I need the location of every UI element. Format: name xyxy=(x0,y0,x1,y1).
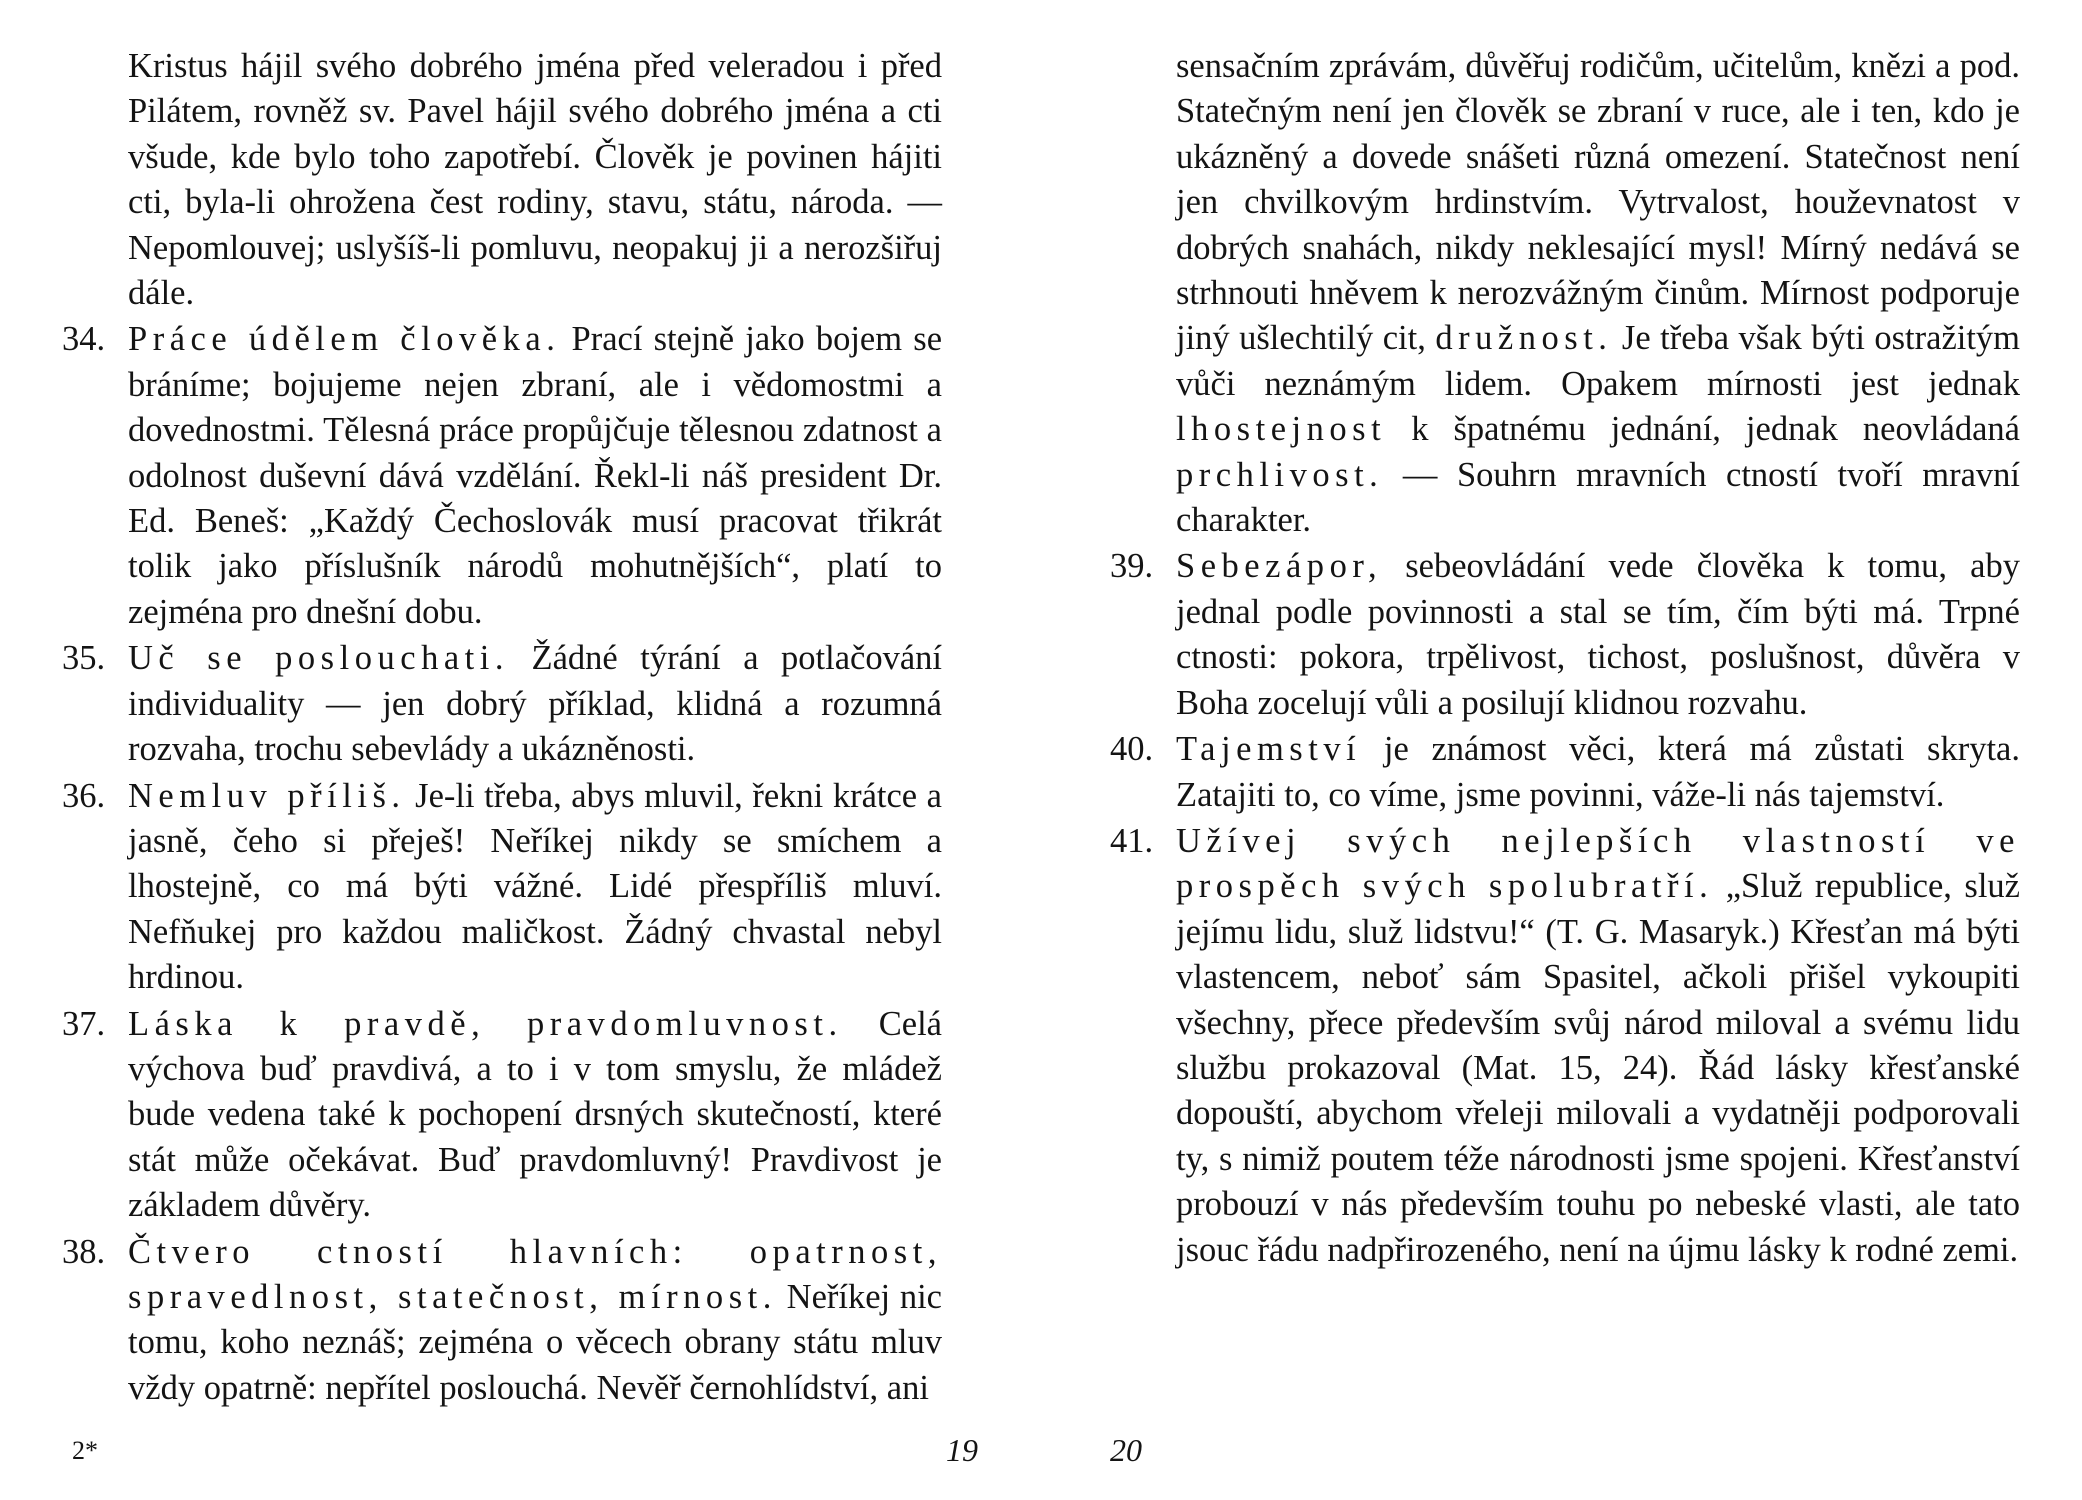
section-number: 37. xyxy=(62,1004,106,1043)
section-number: 39. xyxy=(1110,547,1154,586)
section-number: 36. xyxy=(62,776,106,815)
section-number: 38. xyxy=(62,1232,106,1271)
section-text: Neříkej nic tomu, koho neznáš; zejména o věcech obrany státu mluv vždy opatrně: nepřítel poslouchá. Nevěř černohlídství, ani xyxy=(128,1277,942,1407)
left-intro-paragraph: Kristus hájil svého dobrého jména před veleradou i před Pilátem, rovněž sv. Pavel hájil svého dobrého jména a cti všude, kde bylo toho zapotřebí. Člověk je povinen hájiti cti, byla-li ohrožena čest rodiny, stavu, státu, národa. — Nepomlouvej; uslyšíš-li pomluvu, nеopakuj ji a nerozšiřuj dále. xyxy=(128,47,942,313)
section-heading: Sebezápor, xyxy=(1176,547,1383,586)
section-34 xyxy=(62,317,942,635)
section-heading: Tajemství xyxy=(1176,730,1362,769)
page-number-right: 20 xyxy=(1110,1432,1142,1468)
page-number-left: 19 xyxy=(946,1432,978,1468)
section-38 xyxy=(62,1230,942,1412)
intro-run: k špatnému jednání, jednak neovládaná xyxy=(1386,410,2020,449)
section-heading: Uč se poslouchati. xyxy=(128,639,510,678)
section-heading: Užívej svých nejlepších vlastností ve prospěch svých spolubratří. xyxy=(1176,821,2020,906)
section-36 xyxy=(62,774,942,1001)
section-heading: Práce údělem člověka. xyxy=(128,320,561,359)
section-text: Celá výchova buď pravdivá, a to i v tom smyslu, že mládež bude vedena také k pochopení drsných skutečností, které stát může očekávat. Buď pravdomluvný! Pravdivost je základem důvěry. xyxy=(128,1004,942,1225)
intro-run: — Souhrn mravních ctností tvoří mravní charakter. xyxy=(1176,455,2020,540)
right-page xyxy=(1110,44,2020,1273)
section-37 xyxy=(62,1002,942,1229)
section-text: Je-li třeba, abys mluvil, řekni krátce a jasně, čeho si přeješ! Neříkej nikdy se smíchem a lhostejně, co má býti vážné. Lidé přespříliš mluví. Nefňukej pro každou maličkost. Žádný chvastal nebyl hrdinou. xyxy=(128,776,942,997)
section-heading: Nemluv příliš. xyxy=(128,776,406,815)
section-number: 35. xyxy=(62,639,106,678)
section-heading: Čtvero ctností hlavních: opatrnost, spravedlnost, statečnost, mírnost. xyxy=(128,1232,942,1316)
intro-run: Je třeba však býti ostražitým vůči neznámým lidem. Opakem mírnosti jest jednak xyxy=(1176,319,2021,403)
signature-mark: 2* xyxy=(72,1436,98,1465)
section-number: 40. xyxy=(1110,730,1154,769)
section-number: 41. xyxy=(1110,821,1154,860)
section-41 xyxy=(1110,819,2020,1273)
section-text: sebeovládání vede člověka k tomu, aby jednal podle povinnosti a stal se tím, čím býti má. Trpné ctnosti: pokora, trpělivost, tichost, poslušnost, důvěra v Boha zocelují vůli a posilují klidnou rozvahu. xyxy=(1176,547,2020,722)
section-text: Žádné týrání a potlačování individuality — jen dobrý příklad, klidná a rozumná rozvaha, trochu sebevlády a ukázněnosti. xyxy=(128,639,942,769)
intro-run-spaced: družnost. xyxy=(1435,319,1613,358)
right-intro-paragraph xyxy=(1110,44,2020,543)
section-40 xyxy=(1110,727,2020,818)
section-number: 34. xyxy=(62,320,106,359)
section-35 xyxy=(62,636,942,772)
intro-run-spaced: lhostejnost xyxy=(1176,410,1387,449)
section-heading: Láska k pravdě, pravdomluvnost. xyxy=(128,1004,843,1043)
left-page xyxy=(62,44,942,1411)
section-39 xyxy=(1110,544,2020,726)
section-text: „Služ republice, služ jejímu lidu, služ lidstvu!“ (T. G. Masaryk.) Křesťan má býti vlastencem, neboť sám Spasitel, ačkoli přišel vykoupiti všechny, přece především svůj národ miloval a svému lidu službu prokazoval (Mat. 15, 24). Řád lásky křesťanské dopouští, abychom vřeleji milovali a vydatněji podporovali ty, s nimiž poutem téže národnosti jsme spojeni. Křesťanství probouzí v nás především touhu po nebeské vlasti, ale tato jsouc řádu nadpřirozeného, není na újmu lásky k rodné zemi. xyxy=(1176,867,2020,1269)
intro-run: sensačním zprávám, důvěřuj rodičům, učitelům, knězi a pod. Statečným není jen člověk se zbraní v ruce, ale i ten, kdo je ukázněný a dovede snášeti různá omezení. Statečnost není jen chvilkovým hrdinstvím. Vytrvalost, houževnatost v dobrých snahách, nikdy neklesající mysl! Mírný nedává se strhnouti hněvem k nerozvážným činům. Mírnost podporuje jiný ušlechtilý cit, xyxy=(1176,47,2020,358)
section-text: Prací stejně jako bojem se bráníme; bojujeme nejen zbraní, ale i vědomostmi a dovednostmi. Tělesná práce propůjčuje tělesnou zdatnost a odolnost duševní dává vzdělání. Řekl-li náš president Dr. Ed. Beneš: „Každý Čechoslovák musí pracovat třikrát tolik jako příslušník národů mohutnějších“, platí to zejména pro dnešní dobu. xyxy=(128,320,943,631)
section-text: je známost věci, která má zůstati skryta. Zatajiti to, co víme, jsme povinni, váže-li nás tajemství. xyxy=(1176,730,2020,814)
intro-run-spaced: prchlivost. xyxy=(1176,455,1384,494)
